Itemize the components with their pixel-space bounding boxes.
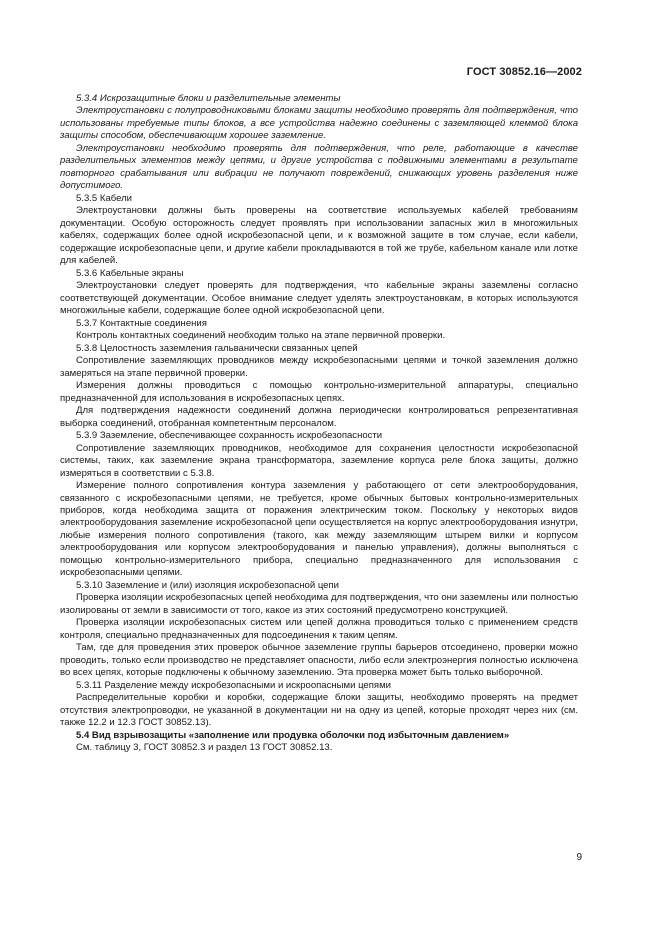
paragraph: См. таблицу 3, ГОСТ 30852.3 и раздел 13 ГОСТ 30852.13.	[76, 742, 333, 754]
document-header: ГОСТ 30852.16—2002	[466, 66, 582, 78]
paragraph: Для подтверждения надежности соединений должна периодически контролироваться репрезентативная выборка соединений, отобранная компетентным персоналом.	[60, 405, 578, 429]
paragraph: Сопротивление заземляющих проводников, необходимое для сохранения целостности искробезопасной системы, таких, как заземление экрана трансформатора, заземление корпуса реле блока защиты, должно измеряться в соответствии с 5.3.8.	[60, 442, 578, 479]
paragraph: Измерения должны проводиться с помощью контрольно-измерительной аппаратуры, специально предназначенной для использования в искробезопасных цепях.	[60, 380, 578, 404]
paragraph: Сопротивление заземляющих проводников между искробезопасными цепями и точкой заземления должно замеряться на этапе первичной проверки.	[60, 355, 578, 379]
paragraph: Контроль контактных соединений необходим только на этапе первичной проверки.	[76, 330, 446, 342]
paragraph: Электроустановки необходимо проверять для подтверждения, что реле, работающие в качестве разделительных элементов между цепями, и другие устройства с подвижными элементами в результате повторного срабатывания или вибрации не получают повреждений, снижающих уровень разделения ниже допустимого.	[60, 142, 578, 192]
section-heading-5-3-9: 5.3.9 Заземление, обеспечивающее сохранность искробезопасности	[76, 430, 383, 442]
paragraph: Проверка изоляции искробезопасных систем или цепей должна проводиться только с применением средств контроля, специально предназначенных для подсоединения к таким цепям.	[60, 617, 578, 641]
section-heading-5-3-6: 5.3.6 Кабельные экраны	[76, 267, 184, 279]
paragraph: Проверка изоляции искробезопасных цепей необходима для подтверждения, что они заземлены или полностью изолированы от земли в зависимости от того, какое из этих состояний предусмотрено конструкцией.	[60, 592, 578, 616]
section-heading-5-3-5: 5.3.5 Кабели	[76, 192, 133, 204]
section-heading-5-4: 5.4 Вид взрывозащиты «заполнение или продувка оболочки под избыточным давлением»	[76, 729, 510, 741]
section-heading-5-3-10: 5.3.10 Заземление и (или) изоляция искробезопасной цепи	[76, 579, 339, 591]
section-heading-5-3-11: 5.3.11 Разделение между искробезопасными и искроопасными цепями	[76, 679, 391, 691]
section-heading-5-3-7: 5.3.7 Контактные соединения	[76, 317, 207, 329]
paragraph: Измерение полного сопротивления контура заземления у работающего от сети электрооборудования, связанного с искробезопасными цепями, не требуется, кроме обычных бытовых контрольно-измерительных приборов, когда необходима защита от поражения электрическим током. Поскольку у некоторых видов электрооборудования заземление искробезопасной цепи осуществляется на корпус электрооборудования изнутри, любые измерения полного сопротивления (такого, как между заземляющим штырем вилки и корпусом электрооборудования или корпусом электрооборудования и панелью управления), должны выполняться с помощью контрольно-измерительного прибора, специально предназначенного для использования с искробезопасными цепями.	[60, 480, 578, 579]
section-heading-5-3-4: 5.3.4 Искрозащитные блоки и разделительные элементы	[76, 93, 341, 104]
paragraph: Электроустановки следует проверять для подтверждения, что кабельные экраны заземлены согласно соответствующей документации. Особое внимание следует уделять электроустановкам, в которых используются многожильные кабели, содержащие более одной искробезопасной цепи.	[60, 280, 578, 317]
paragraph: Распределительные коробки и коробки, содержащие блоки защиты, необходимо проверять на предмет отсутствия электропроводки, не указанной в документации ни на одну из цепей, которые проходят через них (см. также 12.2 и 12.3 ГОСТ 30852.13).	[60, 692, 578, 729]
paragraph: Электроустановки должны быть проверены на соответствие используемых кабелей требованиям документации. Особую осторожность следует проявлять при использовании запасных жил в многожильных кабелях, содержащих более одной искробезопасной цепи, и к возможной защите в том случае, если кабели, содержащие искробезопасные цепи, и другие кабели прокладываются в той же трубе, кабельном канале или лотке для кабелей.	[60, 205, 578, 267]
paragraph: Там, где для проведения этих проверок обычное заземление группы барьеров отсоединено, проверки можно проводить, только если производство не представляет опасности, либо если электроэнергия полностью исключена во всех цепях, которые подключены к обычному заземлению. Эта проверка может быть только выборочной.	[60, 642, 578, 679]
paragraph: Электроустановки с полупроводниковыми блоками защиты необходимо проверять для подтверждения, что использованы требуемые типы блоков, а все устройства надежно соединены с заземляющей клеммой блока защиты способом, обеспечивающим хорошее заземление.	[60, 105, 578, 142]
document-body	[60, 93, 578, 755]
page-number: 9	[576, 852, 582, 863]
section-heading-5-3-8: 5.3.8 Целостность заземления гальванически связанных цепей	[76, 342, 358, 354]
